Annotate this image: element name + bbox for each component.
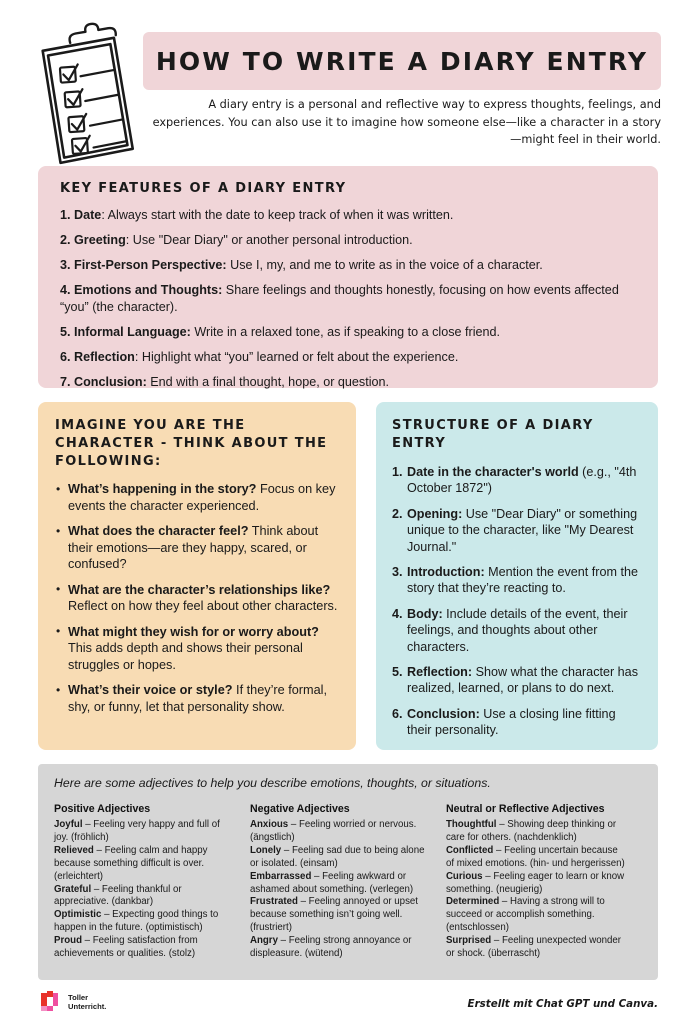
adjective-definition: – Feeling uncertain because of mixed emotions. (hin- und hergerissen) — [445, 844, 625, 869]
adjective-word: Lonely — [249, 844, 282, 856]
adjective-entry — [54, 935, 236, 961]
key-feature-term: 2. Greeting — [60, 233, 126, 247]
adjective-entry — [250, 896, 432, 935]
adjective-word: Joyful — [54, 819, 83, 830]
imagine-item-text: Reflect on how they feel about other characters. — [68, 599, 338, 613]
key-feature-item — [60, 282, 636, 315]
imagine-item-question: What are the character’s relationships like? — [68, 582, 331, 597]
adjective-column — [250, 803, 446, 961]
adjective-word: Optimistic — [54, 909, 102, 921]
structure-item — [392, 664, 642, 697]
adjective-definition: – Feeling calm and happy because something difficult is over. (erleichtert) — [54, 844, 208, 882]
adjective-column-heading: Neutral or Reflective Adjectives — [445, 803, 605, 815]
structure-item-term: Reflection: — [407, 665, 473, 680]
adjective-entry — [54, 819, 236, 845]
key-feature-text: : Use "Dear Diary" or another personal introduction. — [125, 233, 413, 247]
adjective-word: Thoughtful — [445, 819, 497, 830]
structure-item-number: 6. — [392, 706, 403, 721]
imagine-heading: IMAGINE YOU ARE THE CHARACTER - THINK ABOUT THE FOLLOWING: — [55, 418, 328, 469]
key-feature-item — [60, 207, 636, 224]
imagine-character-panel — [38, 402, 356, 750]
key-features-panel — [38, 166, 658, 388]
key-feature-text: : Highlight what “you” learned or felt about the experience. — [134, 349, 459, 364]
adjectives-lead: Here are some adjectives to help you describe emotions, thoughts, or situations. — [54, 776, 491, 790]
structure-item-term: Date in the character's world — [407, 465, 579, 479]
adjective-word: Proud — [54, 935, 82, 947]
structure-item-text: Show what the character has realized, learned, or plans to do next. — [407, 665, 638, 696]
adjective-word: Relieved — [54, 844, 94, 856]
adjective-entry — [54, 884, 236, 910]
imagine-item-text: This adds depth and shows their personal struggles or hopes. — [68, 641, 303, 672]
structure-list — [392, 464, 642, 739]
adjective-word: Grateful — [54, 883, 92, 895]
structure-item-text: Mention the event from the story that they’re reacting to. — [407, 565, 638, 596]
adjective-definition: – Feeling annoyed or upset because something isn’t going well. (frustriert) — [249, 896, 418, 934]
adjective-word: Conflicted — [445, 844, 494, 856]
adjective-definition: – Feeling sad due to being alone or isolated. (einsam) — [249, 844, 425, 869]
adjective-definition: – Feeling very happy and full of joy. (fröhlich) — [54, 819, 220, 843]
key-features-heading: KEY FEATURES OF A DIARY ENTRY — [60, 181, 347, 196]
adjective-entry — [446, 845, 628, 871]
adjective-column — [446, 803, 642, 961]
structure-item-text: Use a closing line fitting their personality. — [407, 706, 616, 738]
structure-item-text: Use "Dear Diary" or something unique to the character, like "My Dearest Journal." — [407, 506, 638, 554]
adjective-definition: – Showing deep thinking or care for others. (nachdenklich) — [445, 819, 617, 843]
adjective-word: Embarrassed — [249, 870, 312, 882]
adjective-entry — [250, 871, 432, 897]
adjective-column — [54, 803, 250, 961]
adjective-word: Curious — [445, 870, 483, 882]
adjective-entry — [250, 845, 432, 871]
adjective-definition: – Expecting good things to happen in the future. (optimistisch) — [54, 909, 219, 934]
adjective-definition: – Feeling satisfaction from achievements or qualities. (stolz) — [54, 935, 198, 960]
structure-panel — [376, 402, 658, 750]
adjectives-panel — [38, 764, 658, 980]
adjective-entry — [54, 845, 236, 884]
brand-name — [68, 993, 106, 1011]
key-feature-text: Use I, my, and me to write as in the voice of a character. — [226, 258, 543, 272]
key-feature-text: Write in a relaxed tone, as if speaking to a close friend. — [190, 324, 501, 339]
structure-heading: STRUCTURE OF A DIARY ENTRY — [392, 418, 594, 451]
structure-item-number: 3. — [392, 565, 403, 580]
brand-line-1: Toller — [68, 992, 89, 1002]
adjective-definition: – Feeling eager to learn or know something. (neugierig) — [445, 870, 625, 895]
adjective-entry — [250, 819, 432, 845]
imagine-item-text: If they’re formal, shy, or funny, let that personality show. — [68, 683, 327, 714]
adjective-definition: – Feeling worried or nervous. (ängstlich) — [249, 819, 417, 843]
clipboard-checklist-icon — [30, 22, 140, 172]
key-feature-item — [60, 324, 636, 341]
key-feature-term: 7. Conclusion: — [60, 374, 147, 389]
page-title: HOW TO WRITE A DIARY ENTRY — [155, 46, 649, 76]
adjective-entry — [250, 935, 432, 961]
key-feature-item — [60, 232, 636, 249]
key-feature-term: 6. Reflection — [60, 349, 135, 364]
adjective-word: Frustrated — [249, 896, 298, 908]
imagine-item — [55, 481, 339, 514]
key-feature-text: : Always start with the date to keep track of when it was written. — [101, 208, 454, 222]
credit-note: Erstellt mit Chat GPT und Canva. — [467, 998, 658, 1010]
imagine-item-question: What’s their voice or style? — [68, 683, 233, 697]
toller-unterricht-logo-icon — [41, 991, 63, 1012]
brand-line-2: Unterricht. — [68, 1001, 107, 1011]
imagine-item — [55, 682, 339, 715]
key-features-list — [60, 207, 636, 390]
structure-item-number: 5. — [392, 665, 403, 680]
structure-item-text: (e.g., "4th October 1872") — [407, 465, 637, 496]
structure-item-text: Include details of the event, their feelings, and thoughts about other characters. — [407, 606, 628, 654]
key-feature-item — [60, 257, 636, 274]
structure-item-term: Conclusion: — [407, 706, 480, 721]
footer — [0, 988, 694, 1028]
title-banner — [143, 32, 661, 90]
imagine-item-question: What’s happening in the story? — [68, 482, 257, 496]
structure-item-number: 4. — [392, 606, 403, 621]
header — [0, 0, 694, 168]
brand-logo — [41, 991, 106, 1012]
key-feature-term: 1. Date — [60, 208, 102, 222]
adjective-word: Anxious — [249, 819, 289, 830]
structure-item — [392, 564, 642, 597]
structure-item-number: 2. — [392, 506, 403, 521]
key-feature-item — [60, 349, 636, 366]
adjective-word: Determined — [445, 896, 500, 908]
key-feature-text: End with a final thought, hope, or question. — [146, 374, 390, 389]
intro-paragraph: A diary entry is a personal and reflective way to express thoughts, feelings, and experiences. You can also use it to imagine how someone else—like a character in a story—might feel in their world. — [152, 98, 661, 146]
adjective-definition: – Feeling strong annoyance or displeasure. (wütend) — [249, 935, 412, 960]
key-feature-text: Share feelings and thoughts honestly, focusing on how events affected “you” (the character). — [60, 283, 619, 314]
adjective-column-heading: Positive Adjectives — [54, 803, 151, 815]
imagine-item — [55, 523, 339, 573]
adjective-definition: – Having a strong will to succeed or accomplish something. (entschlossen) — [445, 896, 605, 934]
adjective-entry — [446, 896, 628, 935]
imagine-item-question: What might they wish for or worry about? — [68, 624, 319, 639]
adjective-definition: – Feeling unexpected wonder or shock. (überrascht) — [445, 935, 621, 960]
key-feature-term: 5. Informal Language: — [60, 324, 191, 339]
imagine-item-text: Focus on key events the character experienced. — [68, 482, 336, 513]
adjective-entry — [446, 871, 628, 897]
structure-item-term: Body: — [407, 606, 443, 621]
adjective-entry — [446, 819, 628, 845]
adjective-word: Angry — [249, 935, 278, 947]
adjectives-columns — [54, 803, 642, 961]
imagine-item — [55, 624, 339, 674]
key-feature-item — [60, 374, 636, 391]
adjective-column-heading: Negative Adjectives — [249, 803, 350, 815]
structure-item — [392, 606, 642, 655]
structure-item-number: 1. — [392, 465, 403, 479]
key-feature-term: 4. Emotions and Thoughts: — [60, 283, 223, 297]
structure-item — [392, 706, 642, 739]
key-feature-term: 3. First-Person Perspective: — [60, 258, 227, 272]
structure-item — [392, 464, 642, 497]
adjective-entry — [54, 909, 236, 935]
adjective-definition: – Feeling awkward or ashamed about something. (verlegen) — [249, 870, 414, 895]
imagine-list — [55, 481, 339, 715]
imagine-item — [55, 582, 339, 615]
adjective-word: Surprised — [445, 935, 492, 947]
structure-item-term: Opening: — [407, 506, 463, 521]
imagine-item-question: What does the character feel? — [68, 524, 249, 538]
structure-item — [392, 506, 642, 555]
structure-item-term: Introduction: — [407, 565, 485, 580]
adjective-definition: – Feeling thankful or appreciative. (dankbar) — [54, 883, 182, 908]
imagine-item-text: Think about their emotions—are they happy, scared, or confused? — [68, 524, 319, 571]
adjective-entry — [446, 935, 628, 961]
